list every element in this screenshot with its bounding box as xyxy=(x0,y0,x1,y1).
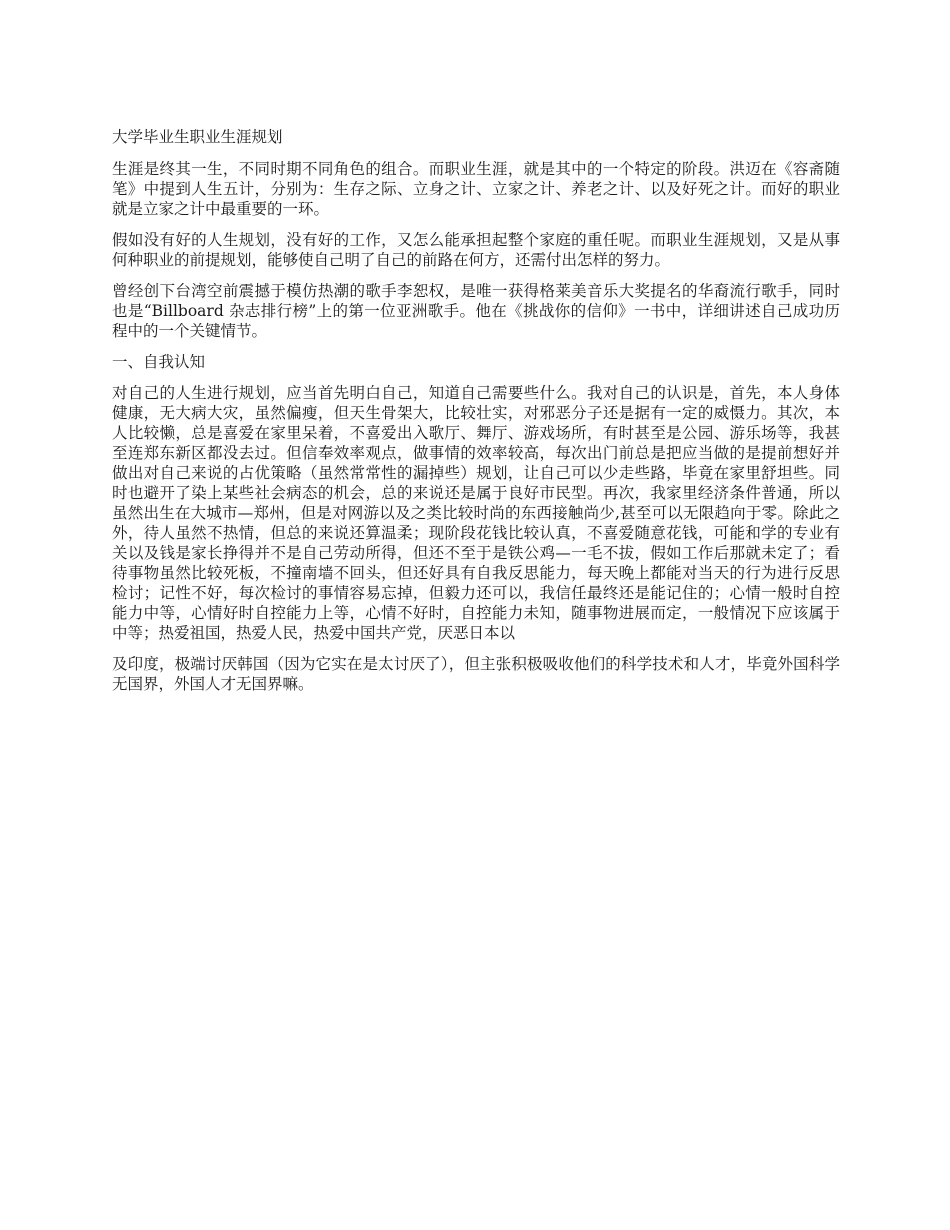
paragraph-self-awareness: 对自己的人生进行规划，应当首先明白自己，知道自己需要些什么。我对自己的认识是，首先，本人身体健康，无大病大灾，虽然偏瘦，但天生骨架大，比较壮实，对邪恶分子还是据有一定的威慑力。其次，本人比较懒，总是喜爱在家里呆着，不喜爱出入歌厅、舞厅、游戏场所，有时甚至是公园、游乐场等，我甚至连郑东新区都没去过。但信奉效率观点，做事情的效率较高，每次出门前总是把应当做的是提前想好并做出对自己来说的占优策略（虽然常常性的漏掉些）规划，让自己可以少走些路，毕竟在家里舒坦些。同时也避开了染上某些社会病态的机会，总的来说还是属于良好市民型。再次，我家里经济条件普通，所以虽然出生在大城市—郑州，但是对网游以及之类比较时尚的东西接触尚少,甚至可以无限趋向于零。除此之外，待人虽然不热情，但总的来说还算温柔；现阶段花钱比较认真，不喜爱随意花钱，可能和学的专业有关以及钱是家长挣得并不是自己劳动所得，但还不至于是铁公鸡—一毛不拔，假如工作后那就未定了；看待事物虽然比较死板，不撞南墙不回头，但还好具有自我反思能力，每天晚上都能对当天的行为进行反思检讨；记性不好，每次检讨的事情容易忘掉，但毅力还可以，我信任最终还是能记住的；心情一般时自控能力中等，心情好时自控能力上等，心情不好时，自控能力未知，随事物进展而定，一般情况下应该属于中等；热爱祖国，热爱人民，热爱中国共产党，厌恶日本以 xyxy=(112,384,840,642)
document-page xyxy=(112,118,840,705)
section-heading: 一、自我认知 xyxy=(112,353,206,371)
paragraph-intro: 生涯是终其一生，不同时期不同角色的组合。而职业生涯，就是其中的一个特定的阶段。洪迈在《容斋随笔》中提到人生五计，分别为：生存之际、立身之计、立家之计、养老之计、以及好死之计。而好的职业就是立家之计中最重要的一环。 xyxy=(112,160,840,218)
paragraph-planning: 假如没有好的人生规划，没有好的工作，又怎么能承担起整个家庭的重任呢。而职业生涯规划，又是从事何种职业的前提规划，能够使自己明了自己的前路在何方，还需付出怎样的努力。 xyxy=(112,231,840,269)
document-title: 大学毕业生职业生涯规划 xyxy=(112,128,283,146)
paragraph-example: 曾经创下台湾空前震撼于模仿热潮的歌手李恕权，是唯一获得格莱美音乐大奖提名的华裔流行歌手，同时也是“Billboard 杂志排行榜”上的第一位亚洲歌手。他在《挑战你的信仰》一书中，详细讲述自己成功历程中的一个关键情节。 xyxy=(112,282,840,340)
paragraph-continuation: 及印度，极端讨厌韩国（因为它实在是太讨厌了），但主张积极吸收他们的科学技术和人才，毕竟外国科学无国界，外国人才无国界嘛。 xyxy=(112,655,840,693)
